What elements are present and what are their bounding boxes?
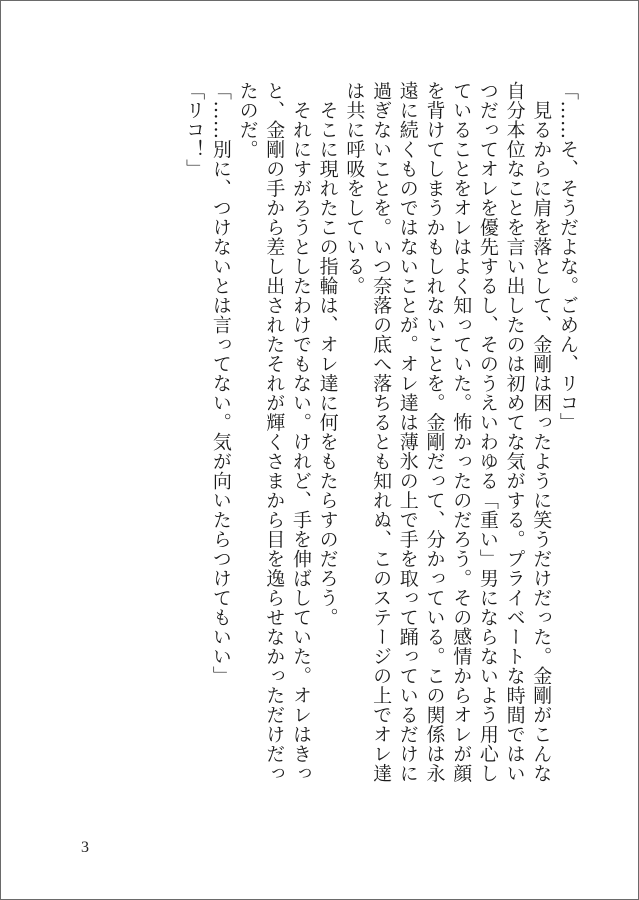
text-line: 遠に続くものではないことが。オレ達は薄氷の上で手を取って踊っているだけに <box>396 81 419 783</box>
text-line: 過ぎないことを。いつ奈落の底へ落ちるとも知れぬ、このステージの上でオレ達 <box>370 81 393 783</box>
text-line: は共に呼吸をしている。 <box>343 81 366 296</box>
text-line: 見るからに肩を落として、金剛は困ったように笑うだけだった。金剛がこんな <box>530 81 553 783</box>
text-line: つだってオレを優先するし、そのうえいわゆる「重い」男にならないよう用心し <box>476 81 499 783</box>
text-line: 自分本位なことを言い出したのは初めてな気がする。プライベートな時間ではい <box>503 81 526 783</box>
page-number: 3 <box>81 839 89 856</box>
text-line: それにすがろうとしたわけでもない。けれど、手を伸ばしていた。オレはきっ <box>289 81 312 783</box>
text-line: そこに現れたこの指輪は、オレ達に何をもたらすのだろう。 <box>316 81 339 627</box>
text-line: ていることをオレはよく知っていた。怖かったのだろう。その感情からオレが顔 <box>450 81 473 783</box>
text-line: 「……別に、つけないとは言ってない。気が向いたらつけてもいい」 <box>209 81 232 686</box>
text-line: と、金剛の手から差し出されたそれが輝くさまから目を逸らせなかっただけだっ <box>263 81 286 783</box>
text-line: 「リコ！」 <box>183 81 206 179</box>
text-line: たのだ。 <box>236 81 259 159</box>
vertical-text-block <box>180 81 581 841</box>
text-line: 「……そ、そうだよな。ごめん、リコ」 <box>557 81 579 432</box>
text-line: を背けてしまうかもしれないことを。金剛だって、分かっている。この関係は永 <box>423 81 446 783</box>
